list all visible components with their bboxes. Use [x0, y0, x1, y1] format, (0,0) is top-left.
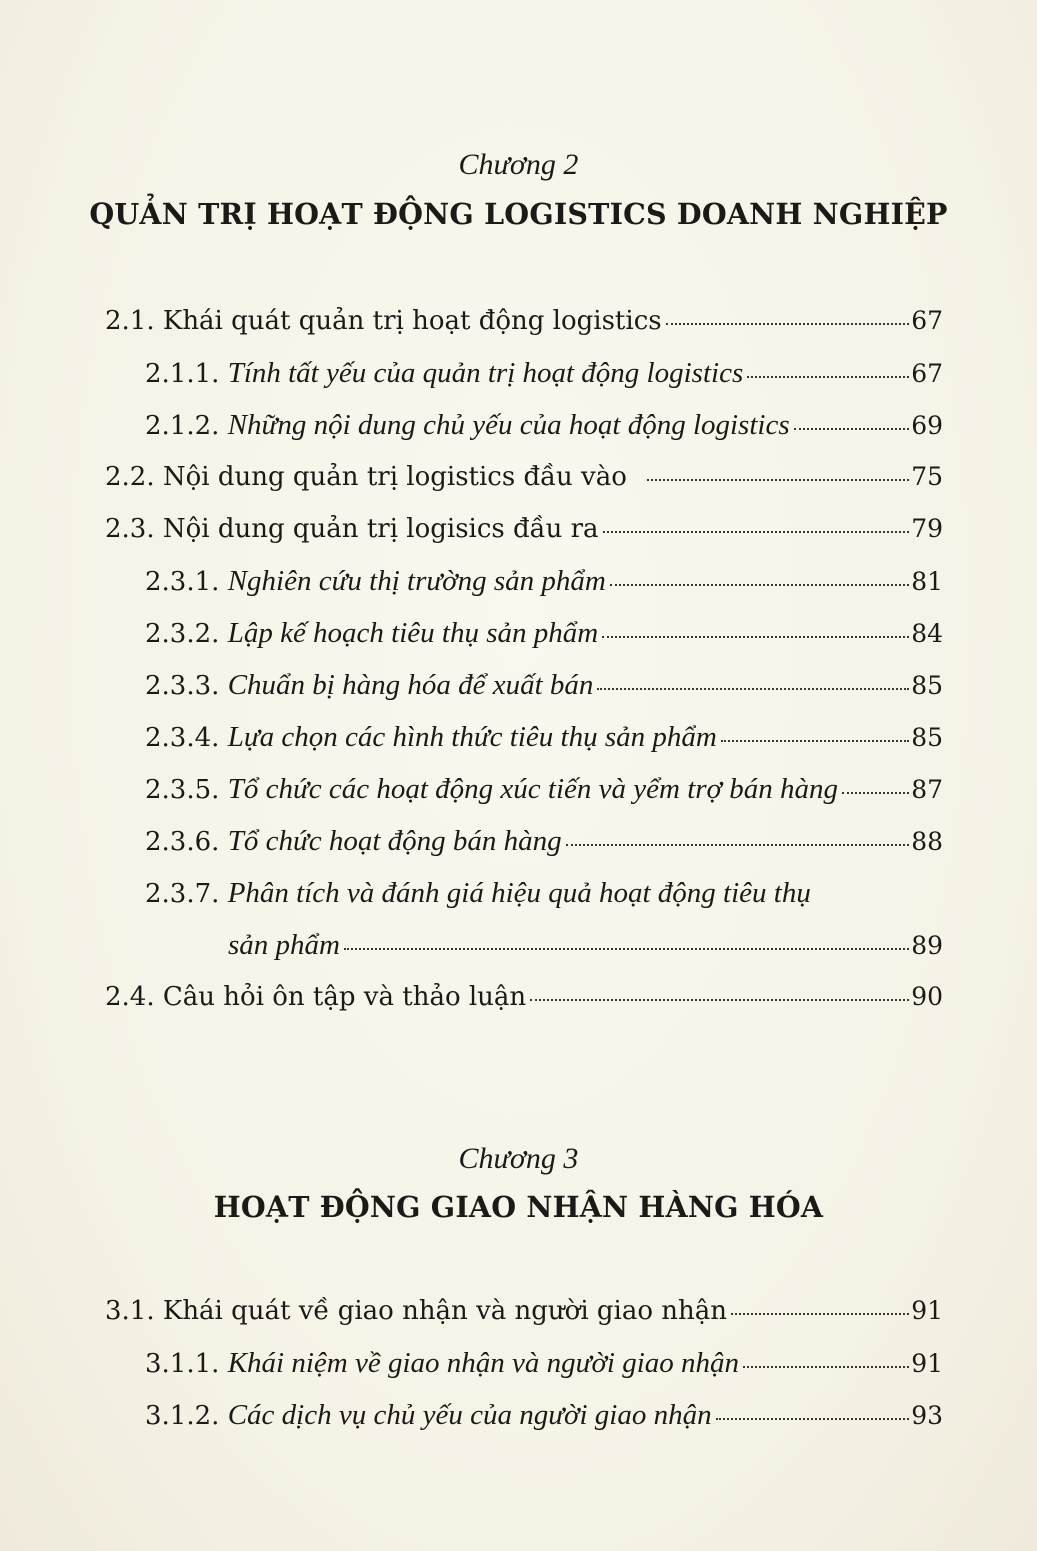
toc-entry-number: 2.4.	[105, 982, 163, 1012]
toc-entry-page: 88	[911, 827, 943, 856]
dot-leader	[603, 531, 910, 533]
toc-entry-page: 67	[911, 359, 943, 388]
toc-entry[interactable]	[145, 821, 943, 861]
toc-entry-title: Tổ chức hoạt động bán hàng	[227, 825, 562, 857]
toc-entry-title: Những nội dung chủ yếu của hoạt động logistics	[227, 409, 790, 441]
toc-entry-title: Lập kế hoạch tiêu thụ sản phẩm	[227, 617, 599, 649]
dot-leader	[794, 428, 910, 430]
toc-entry[interactable]	[145, 665, 943, 705]
toc-entry-page: 91	[911, 1296, 943, 1325]
toc-entry-page: 69	[911, 411, 943, 440]
toc-entry[interactable]	[145, 1343, 943, 1383]
toc-entry-page: 84	[911, 619, 943, 648]
toc-entry-page: 85	[911, 723, 943, 752]
toc-entry-title: Khái niệm về giao nhận và người giao nhận	[227, 1347, 740, 1379]
toc-entry-number: 3.1.	[105, 1296, 163, 1326]
toc-entry-title: Nội dung quản trị logistics đầu vào	[162, 462, 627, 492]
toc-entry-number: 2.1.	[105, 306, 163, 336]
dot-leader	[344, 948, 909, 950]
toc-entry-title: Tính tất yếu của quản trị hoạt động logistics	[227, 357, 744, 389]
dot-leader	[602, 636, 909, 638]
chapter-label: Chương 3	[458, 1142, 579, 1175]
toc-entry-number: 2.3.7.	[145, 879, 228, 909]
dot-leader	[743, 1366, 909, 1368]
chapter-title: QUẢN TRỊ HOẠT ĐỘNG LOGISTICS DOANH NGHIỆP	[89, 197, 948, 231]
toc-entry-page: 85	[911, 671, 943, 700]
chapter-3-heading	[0, 1141, 1037, 1177]
toc-entry-number: 2.1.1.	[145, 359, 228, 389]
dot-leader	[610, 584, 909, 586]
toc-entry-page: 90	[911, 982, 943, 1011]
dot-leader	[647, 479, 909, 481]
chapter-title: HOẠT ĐỘNG GIAO NHẬN HÀNG HÓA	[213, 1190, 824, 1224]
toc-entry[interactable]	[145, 405, 943, 445]
toc-entry-number: 2.3.6.	[145, 827, 228, 857]
toc-entry-title: Các dịch vụ chủ yếu của người giao nhận	[227, 1399, 712, 1431]
toc-entry-page: 91	[911, 1349, 943, 1378]
toc-entry[interactable]	[145, 769, 943, 809]
toc-entry-title-continuation: sản phẩm	[228, 929, 340, 961]
toc-entry[interactable]	[105, 977, 943, 1017]
toc-entry[interactable]	[145, 353, 943, 393]
toc-entry-title: Câu hỏi ôn tập và thảo luận	[162, 982, 527, 1012]
toc-entry-number: 3.1.2.	[145, 1401, 228, 1431]
dot-leader	[566, 844, 910, 846]
dot-leader	[716, 1418, 910, 1420]
chapter-3-title-block	[0, 1189, 1037, 1225]
toc-entry-number: 2.3.5.	[145, 775, 228, 805]
toc-entry-page: 93	[911, 1401, 943, 1430]
toc-entry-page: 89	[911, 931, 943, 960]
toc-entry[interactable]	[145, 717, 943, 757]
toc-entry-page: 75	[911, 462, 943, 491]
toc-entry-title: Phân tích và đánh giá hiệu quả hoạt động tiêu thụ	[227, 877, 811, 909]
toc-entry[interactable]	[145, 1395, 943, 1435]
chapter-2-heading	[0, 147, 1037, 183]
toc-entry[interactable]	[145, 613, 943, 653]
toc-entry[interactable]	[105, 301, 943, 341]
toc-entry[interactable]	[105, 457, 943, 497]
dot-leader	[666, 323, 910, 325]
toc-entry[interactable]	[105, 509, 943, 549]
toc-entry[interactable]	[105, 1291, 943, 1331]
toc-entry-title: Chuẩn bị hàng hóa để xuất bán	[227, 669, 594, 701]
dot-leader	[842, 792, 909, 794]
toc-entry-number: 2.3.3.	[145, 671, 228, 701]
toc-entry-number: 2.2.	[105, 462, 163, 492]
toc-entry-number: 3.1.1.	[145, 1349, 228, 1379]
toc-entry-number: 2.3.1.	[145, 567, 228, 597]
toc-entry-page: 87	[911, 775, 943, 804]
dot-leader	[731, 1313, 909, 1315]
toc-entry-title: Lựa chọn các hình thức tiêu thụ sản phẩm	[227, 721, 717, 753]
toc-entry[interactable]	[145, 561, 943, 601]
toc-entry-number: 2.3.	[105, 514, 163, 544]
toc-entry-page: 67	[911, 306, 943, 335]
dot-leader	[530, 999, 909, 1001]
toc-entry-page: 81	[911, 567, 943, 596]
toc-entry-number: 2.3.4.	[145, 723, 228, 753]
toc-entry-title: Nội dung quản trị logisics đầu ra	[162, 514, 599, 544]
toc-entry[interactable]	[145, 873, 943, 913]
dot-leader	[747, 376, 909, 378]
chapter-2-title-block	[0, 196, 1037, 232]
toc-entry-number: 2.1.2.	[145, 411, 228, 441]
dot-leader	[721, 740, 909, 742]
toc-entry-title: Nghiên cứu thị trường sản phẩm	[227, 565, 606, 597]
dot-leader	[597, 688, 909, 690]
toc-entry-number: 2.3.2.	[145, 619, 228, 649]
toc-entry-page: 79	[911, 514, 943, 543]
toc-entry-title: Tổ chức các hoạt động xúc tiến và yểm trợ bán hàng	[227, 773, 839, 805]
toc-entry-title: Khái quát về giao nhận và người giao nhận	[162, 1296, 728, 1326]
toc-entry-title: Khái quát quản trị hoạt động logistics	[162, 306, 662, 336]
toc-entry-continuation[interactable]	[228, 925, 943, 965]
chapter-label: Chương 2	[458, 148, 579, 181]
